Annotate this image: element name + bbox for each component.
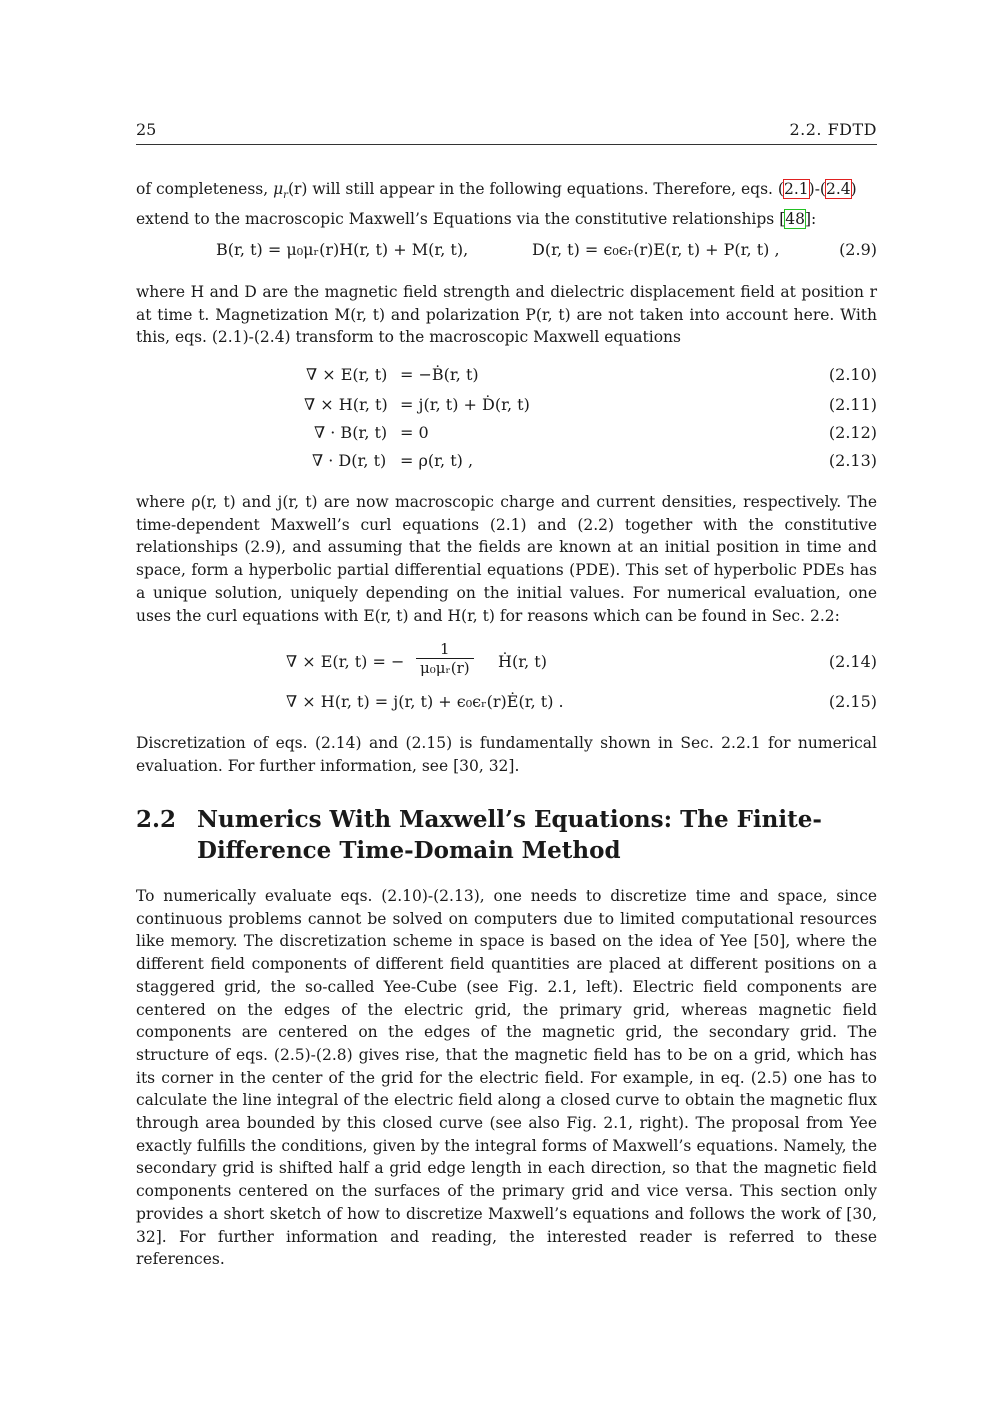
paragraph-text: where H and D are the magnetic field strength and dielectric displacement field at position r at time t. Magnetization M(r, t) and polarization P(r, t) are not taken into account here. With this, eqs. (2.1)-(2.4) transform to the macroscopic Maxwell equations xyxy=(136,283,877,347)
equation-2-14 xyxy=(136,640,877,686)
paragraph-3 xyxy=(136,491,877,627)
equation-lhs: B(r, t) = μ₀μᵣ(r)H(r, t) + M(r, t), xyxy=(216,240,469,259)
equation-number: (2.12) xyxy=(828,423,877,442)
page-number: 25 xyxy=(136,120,157,139)
paragraph-4 xyxy=(136,732,877,777)
mu-symbol: μ xyxy=(273,180,284,198)
intro-text-2: (r) will still appear in the following equations. Therefore, eqs. xyxy=(287,180,778,198)
citation-link[interactable]: 48 xyxy=(785,209,805,228)
equation-rhs: = −Ḃ(r, t) xyxy=(400,365,479,384)
equation-lhs: ∇ × H(r, t) xyxy=(304,395,388,414)
equation-rhs: = 0 xyxy=(400,423,429,442)
running-header xyxy=(136,120,877,145)
equation-lhs: ∇ · D(r, t) xyxy=(312,451,387,470)
running-section-title: 2.2. FDTD xyxy=(789,120,877,139)
section-title: Numerics With Maxwell’s Equations: The Finite-Difference Time-Domain Method xyxy=(197,806,822,864)
equation-lhs: ∇ · B(r, t) xyxy=(314,423,388,442)
equation-number: (2.14) xyxy=(828,652,877,671)
equation-number: (2.9) xyxy=(839,240,877,259)
equation-rhs: = j(r, t) + Ḋ(r, t) xyxy=(400,395,530,414)
equation-number: (2.10) xyxy=(828,365,877,384)
paragraph-2 xyxy=(136,281,877,349)
equation-number: (2.11) xyxy=(828,395,877,414)
paragraph-text: Discretization of eqs. (2.14) and (2.15) is fundamentally shown in Sec. 2.2.1 for numerical evaluation. For further information, see [30, 32]. xyxy=(136,734,877,775)
paragraph-text: To numerically evaluate eqs. (2.10)-(2.13), one needs to discretize time and space, since continuous problems cannot be solved on computers due to limited computational resources like memory. The discretization scheme in space is based on the idea of Yee [50], where the different field components of different field quantities are placed at different positions on a staggered grid, the so-called Yee-Cube (see Fig. 2.1, left). Electric field components are centered on the edges of the electric grid, the primary grid, whereas magnetic field components are centered on the edges of the magnetic grid, the secondary grid. The structure of eqs. (2.5)-(2.8) gives rise, that the magnetic field has to be on a grid, which has its corner in the center of the grid for the electric field. For example, in eq. (2.5) one has to calculate the line integral of the electric field along a closed curve to obtain the magnetic flux through area bounded by this closed curve (see also Fig. 2.1, right). The proposal from Yee exactly fulfills the conditions, given by the integral forms of Maxwell’s equations. Namely, the secondary grid is shifted half a grid edge length in each direction, so that the magnetic field components centered on the surfaces of the primary grid and vice versa. This section only provides a short sketch of how to discretize Maxwell’s equations and follows the work of [30, 32]. For further information and reading, the interested reader is referred to these references. xyxy=(136,887,877,1269)
fraction-denominator: μ₀μᵣ(r) xyxy=(420,659,470,677)
paragraph-text: where ρ(r, t) and j(r, t) are now macroscopic charge and current densities, respectively. The time-dependent Maxwell’s curl equations (2.1) and (2.2) together with the constitutive relationships (2.9), and assuming that the fields are known at an initial position in time and space, form a hyperbolic partial differential equations (PDE). This set of hyperbolic PDEs has a unique solution, uniquely depending on the initial values. For numerical evaluation, one uses the curl equations with E(r, t) and H(r, t) for reasons which can be found in Sec. 2.2: xyxy=(136,493,877,625)
fraction xyxy=(416,640,474,677)
equation-lhs: ∇ × H(r, t) = j(r, t) + ϵ₀ϵᵣ(r)Ė(r, t) . xyxy=(286,692,564,711)
equation-lhs: ∇ × E(r, t) xyxy=(306,365,388,384)
intro-paragraph: of completeness, $\mu_r(r)$ will still appear in the following equations. Therefore, eqs. (2.1)-(2.4) extend to the macroscopic Maxwell’s Equations via the constitutive relationships [48]: xyxy=(136,180,857,228)
eq-link[interactable]: 2.4 xyxy=(825,180,851,198)
equation-rhs: = ρ(r, t) , xyxy=(400,451,474,470)
fraction-numerator: 1 xyxy=(416,640,474,659)
section-number: 2.2 xyxy=(136,806,177,833)
equation-number: (2.13) xyxy=(828,451,877,470)
paragraph-5 xyxy=(136,885,877,1271)
equation-number: (2.15) xyxy=(828,692,877,711)
eq-link[interactable]: 2.1 xyxy=(783,180,809,198)
intro-text: of completeness, xyxy=(136,180,274,198)
equation-rhs: Ḣ(r, t) xyxy=(498,652,547,671)
intro-text-3: extend to the macroscopic Maxwell’s Equations via the constitutive relationships xyxy=(136,209,780,228)
equation-lhs: ∇ × E(r, t) = − xyxy=(286,652,405,671)
equation-rhs: D(r, t) = ϵ₀ϵᵣ(r)E(r, t) + P(r, t) , xyxy=(532,240,780,259)
